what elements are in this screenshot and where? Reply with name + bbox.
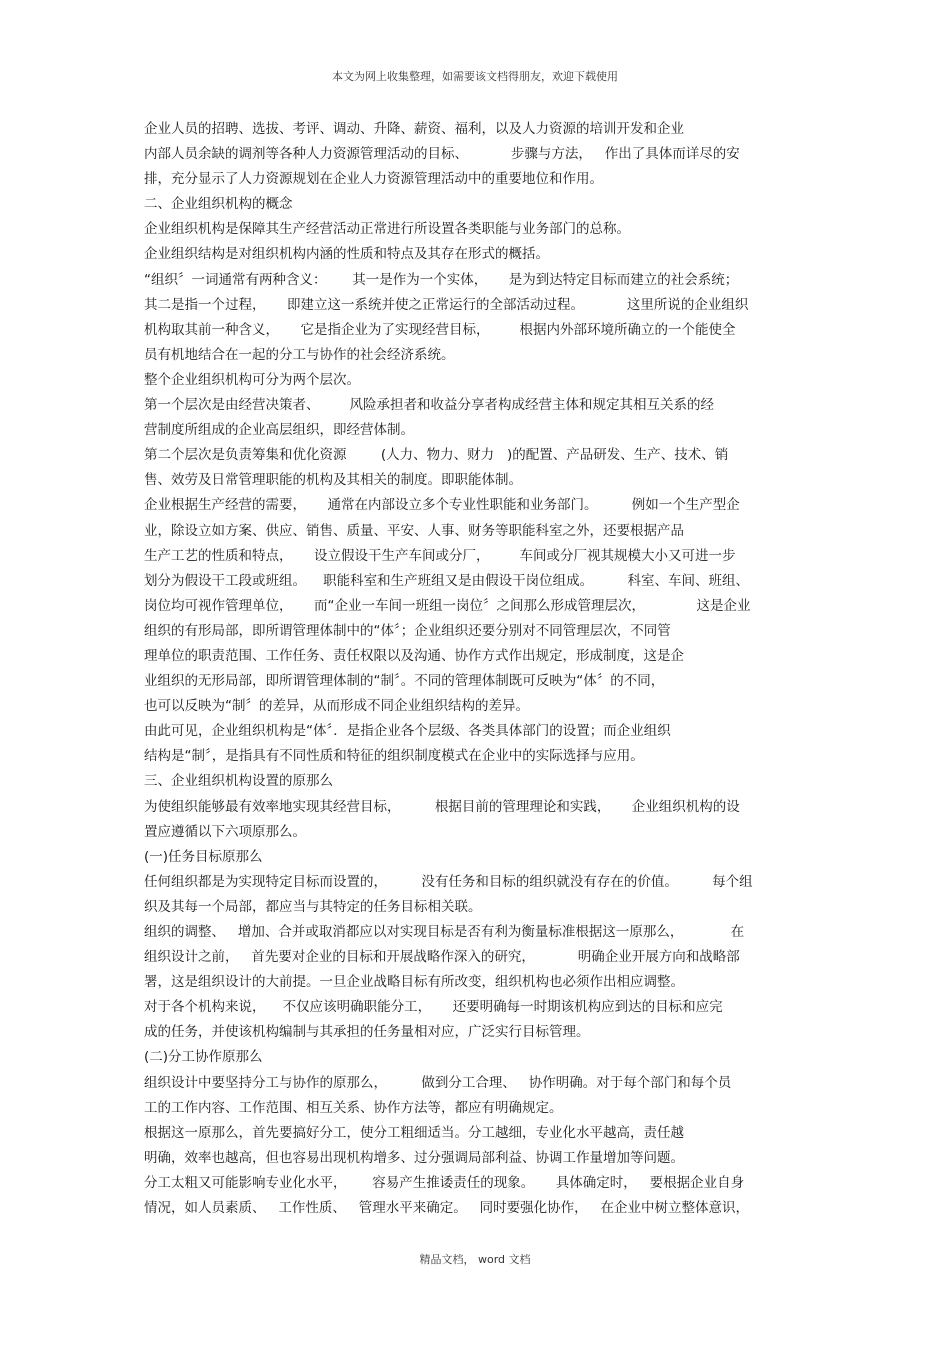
text-line: 第二个层次是负责筹集和优化资源 (人力、物力、财力 )的配置、产品研发、生产、技术、销 <box>144 447 729 464</box>
text-line: 业组织的无形局部，即所谓管理体制的“制〞。不同的管理体制既可反映为“体〞的不同， <box>144 673 665 690</box>
text-line: 整个企业组织机构可分为两个层次。 <box>144 371 360 388</box>
text-line: 情况，如人员素质、 工作性质、 管理水平来确定。 同时要强化协作， 在企业中树立整体意识， <box>144 1200 749 1217</box>
page-header: 本文为网上收集整理，如需要该文档得朋友，欢迎下载使用 <box>332 70 618 83</box>
text-line: 结构是“制〞，是指具有不同性质和特征的组织制度模式在企业中的实际选择与应用。 <box>144 748 644 765</box>
text-line: 售、效劳及日常管理职能的机构及其相关的制度。即职能体制。 <box>144 472 522 489</box>
text-line: (二)分工协作原那么 <box>144 1049 263 1066</box>
text-line: 企业人员的招聘、选拔、考评、调动、升降、薪资、福利，以及人力资源的培训开发和企业 <box>144 121 684 137</box>
text-line: 组织设计中要坚持分工与协作的原那么， 做到分工合理、 协作明确。对于每个部门和每个员 <box>144 1074 732 1091</box>
text-line: 也可以反映为“制〞的差异，从而形成不同企业组织结构的差异。 <box>144 698 529 715</box>
text-line: 明确，效率也越高，但也容易出现机构增多、过分强调局部利益、协调工作量增加等问题。 <box>144 1149 684 1166</box>
text-line: 三、企业组织机构设置的原那么 <box>144 773 333 790</box>
text-line: 二、企业组织机构的概念 <box>144 196 293 213</box>
text-line: 署，这是组织设计的大前提。一旦企业战略目标有所改变，组织机构也必须作出相应调整。 <box>144 974 684 991</box>
text-line: 组织设计之前， 首先要对企业的目标和开展战略作深入的研究， 明确企业开展方向和战略部 <box>144 949 740 966</box>
text-line: 织及其每一个局部，都应当与其特定的任务目标相关联。 <box>144 898 482 915</box>
text-line: 为使组织能够最有效率地实现其经营目标， 根据目前的管理理论和实践， 企业组织机构的设 <box>144 798 740 815</box>
text-line: 工的工作内容、工作范围、相互关系、协作方法等，都应有明确规定。 <box>144 1099 563 1116</box>
text-line: 划分为假设干工段或班组。 职能科室和生产班组又是由假设干岗位组成。 科室、车间、班组、 <box>144 572 749 589</box>
text-line: 组织的调整、 增加、合并或取消都应以对实现目标是否有利为衡量标准根据这一原那么， 在 <box>144 924 745 940</box>
text-line: 分工太粗又可能影响专业化水平， 容易产生推诿责任的现象。 具体确定时， 要根据企业自身 <box>144 1174 745 1191</box>
text-line: 岗位均可视作管理单位， 而“企业一车间一班组一岗位〞之间那么形成管理层次， 这是企业 <box>144 597 751 614</box>
text-line: 生产工艺的性质和特点， 设立假设干生产车间或分厂， 车间或分厂视其规模大小又可进一步 <box>144 547 736 564</box>
text-line: 营制度所组成的企业高层组织，即经营体制。 <box>144 422 414 439</box>
text-line: 第一个层次是由经营决策者、 风险承担者和收益分享者构成经营主体和规定其相互关系的经 <box>144 397 715 414</box>
text-line: 对于各个机构来说， 不仅应该明确职能分工， 还要明确每一时期该机构应到达的目标和应完 <box>144 999 723 1016</box>
text-line: 企业组织机构是保障其生产经营活动正常进行所设置各类职能与业务部门的总称。 <box>144 221 630 238</box>
page-footer: 精品文档， word 文档 <box>419 1253 531 1266</box>
body-text <box>144 117 816 1221</box>
text-line: 组织的有形局部，即所谓管理体制中的“体〞；企业组织还要分别对不同管理层次，不同管 <box>144 622 671 639</box>
text-line: 其二是指一个过程， 即建立这一系统并使之正常运行的全部活动过程。 这里所说的企业组织 <box>144 296 749 313</box>
text-line: 由此可见，企业组织机构是“体〞．是指企业各个层级、各类具体部门的设置；而企业组织 <box>144 723 671 740</box>
text-line: 机构取其前一种含义， 它是指企业为了实现经营目标， 根据内外部环境所确立的一个能使全 <box>144 321 736 338</box>
text-line: (一)任务目标原那么 <box>144 848 263 865</box>
text-line: 业，除设立如方案、供应、销售、质量、平安、人事、财务等职能科室之外，还要根据产品 <box>144 522 684 539</box>
text-line: 根据这一原那么，首先要搞好分工，使分工粗细适当。分工越细，专业化水平越高，责任越 <box>144 1124 684 1141</box>
text-line: 企业组织结构是对组织机构内涵的性质和特点及其存在形式的概括。 <box>144 246 549 263</box>
text-line: 内部人员余缺的调剂等各种人力资源管理活动的目标、 步骤与方法， 作出了具体而详尽的安 <box>144 146 740 163</box>
text-line: 置应遵循以下六项原那么。 <box>144 823 306 840</box>
text-line: 企业根据生产经营的需要， 通常在内部设立多个专业性职能和业务部门。 例如一个生产型企 <box>144 497 740 514</box>
text-line: 理单位的职责范围、工作任务、责任权限以及沟通、协作方式作出规定，形成制度，这是企 <box>144 647 684 664</box>
text-line: 任何组织都是为实现特定目标而设置的， 没有任务和目标的组织就没有存在的价值。 每个组 <box>144 873 753 890</box>
text-line: 成的任务，并使该机构编制与其承担的任务量相对应，广泛实行目标管理。 <box>144 1024 590 1041</box>
text-line: 排，充分显示了人力资源规划在企业人力资源管理活动中的重要地位和作用。 <box>144 171 603 188</box>
text-line: “组织〞一词通常有两种含义： 其一是作为一个实体， 是为到达特定目标而建立的社会系统； <box>144 271 739 288</box>
text-line: 员有机地结合在一起的分工与协作的社会经济系统。 <box>144 346 455 363</box>
